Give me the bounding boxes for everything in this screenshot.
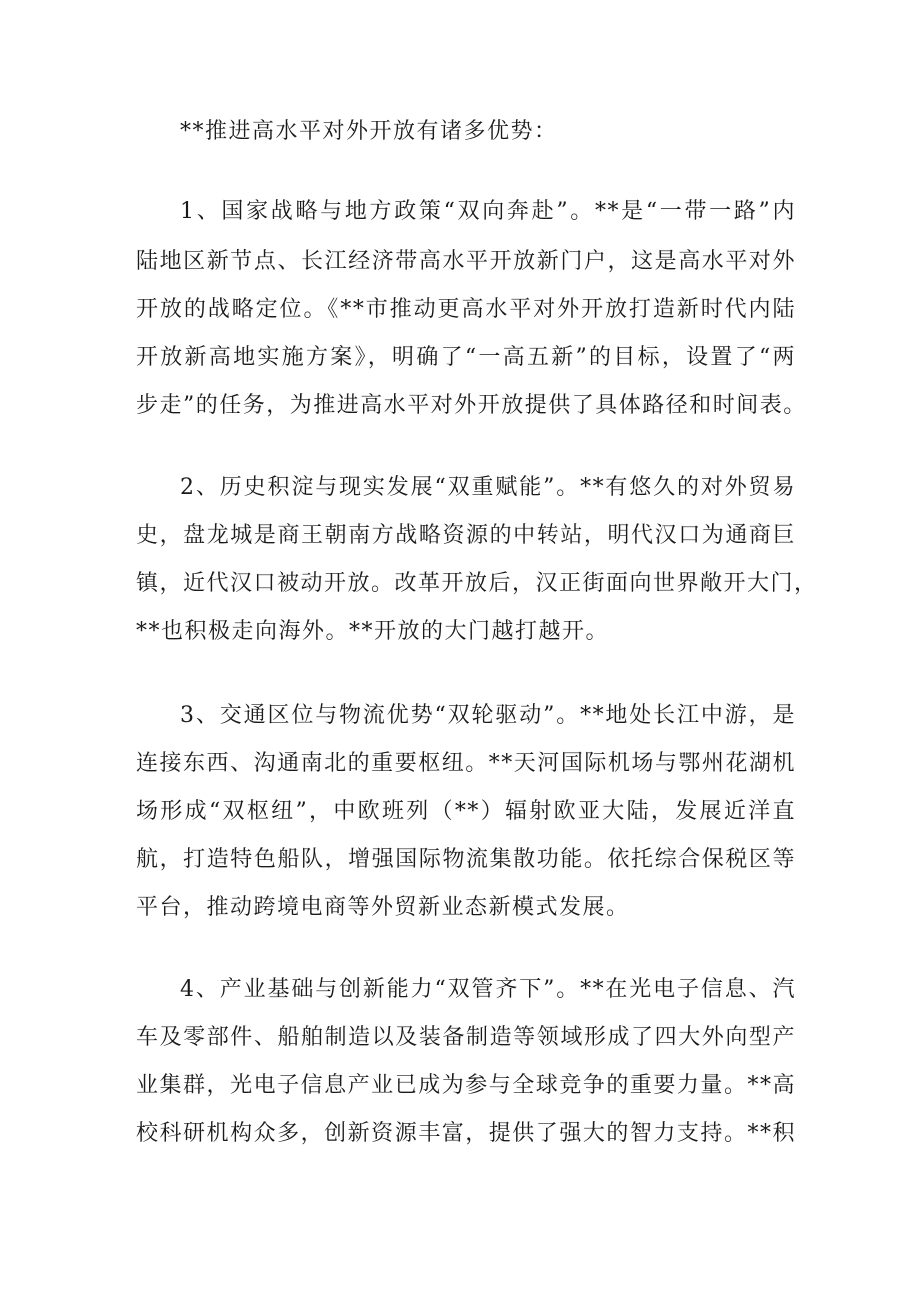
paragraph-2-line-3: 镇，近代汉口被动开放。改革开放后，汉正街面向世界敞开大门， <box>136 571 818 596</box>
paragraph-3-line-4: 航，打造特色船队，增强国际物流集散功能。依托综合保税区等 <box>136 847 796 872</box>
paragraph-4-line-3: 业集群，光电子信息产业已成为参与全球竞争的重要力量。**高 <box>136 1073 796 1098</box>
paragraph-3-line-2: 连接东西、沟通南北的重要枢纽。**天河国际机场与鄂州花湖机 <box>136 751 796 776</box>
paragraph-1-line-5: 步走”的任务，为推进高水平对外开放提供了具体路径和时间表。 <box>136 393 807 418</box>
paragraph-1-line-3: 开放的战略定位。《**市推动更高水平对外开放打造新时代内陆 <box>136 297 796 322</box>
paragraph-3-line-5: 平台，推动跨境电商等外贸新业态新模式发展。 <box>136 895 630 920</box>
paragraph-4-line-2: 车及零部件、船舶制造以及装备制造等领域形成了四大外向型产 <box>136 1025 796 1050</box>
paragraph-4-line-1: 4、产业基础与创新能力“双管齐下”。**在光电子信息、汽 <box>180 977 796 1002</box>
paragraph-2-line-1: 2、历史积淀与现实发展“双重赋能”。**有悠久的对外贸易 <box>180 475 796 500</box>
paragraph-2-line-4: **也积极走向海外。**开放的大门越打越开。 <box>136 619 610 644</box>
paragraph-3-line-3: 场形成“双枢纽”，中欧班列（**）辐射欧亚大陆，发展近洋直 <box>136 799 796 824</box>
paragraph-2-line-2: 史，盘龙城是商王朝南方战略资源的中转站，明代汉口为通商巨 <box>136 523 796 548</box>
paragraph-1-line-2: 陆地区新节点、长江经济带高水平开放新门户，这是高水平对外 <box>136 249 796 274</box>
paragraph-1-line-1: 1、国家战略与地方政策“双向奔赴”。**是“一带一路”内 <box>180 199 796 224</box>
paragraph-3-line-1: 3、交通区位与物流优势“双轮驱动”。**地处长江中游，是 <box>180 703 796 728</box>
paragraph-1-line-4: 开放新高地实施方案》，明确了“一高五新”的目标，设置了“两 <box>136 345 796 370</box>
paragraph-4-line-4: 校科研机构众多，创新资源丰富，提供了强大的智力支持。**积 <box>136 1121 796 1146</box>
intro-line: **推进高水平对外开放有诸多优势： <box>180 119 558 144</box>
